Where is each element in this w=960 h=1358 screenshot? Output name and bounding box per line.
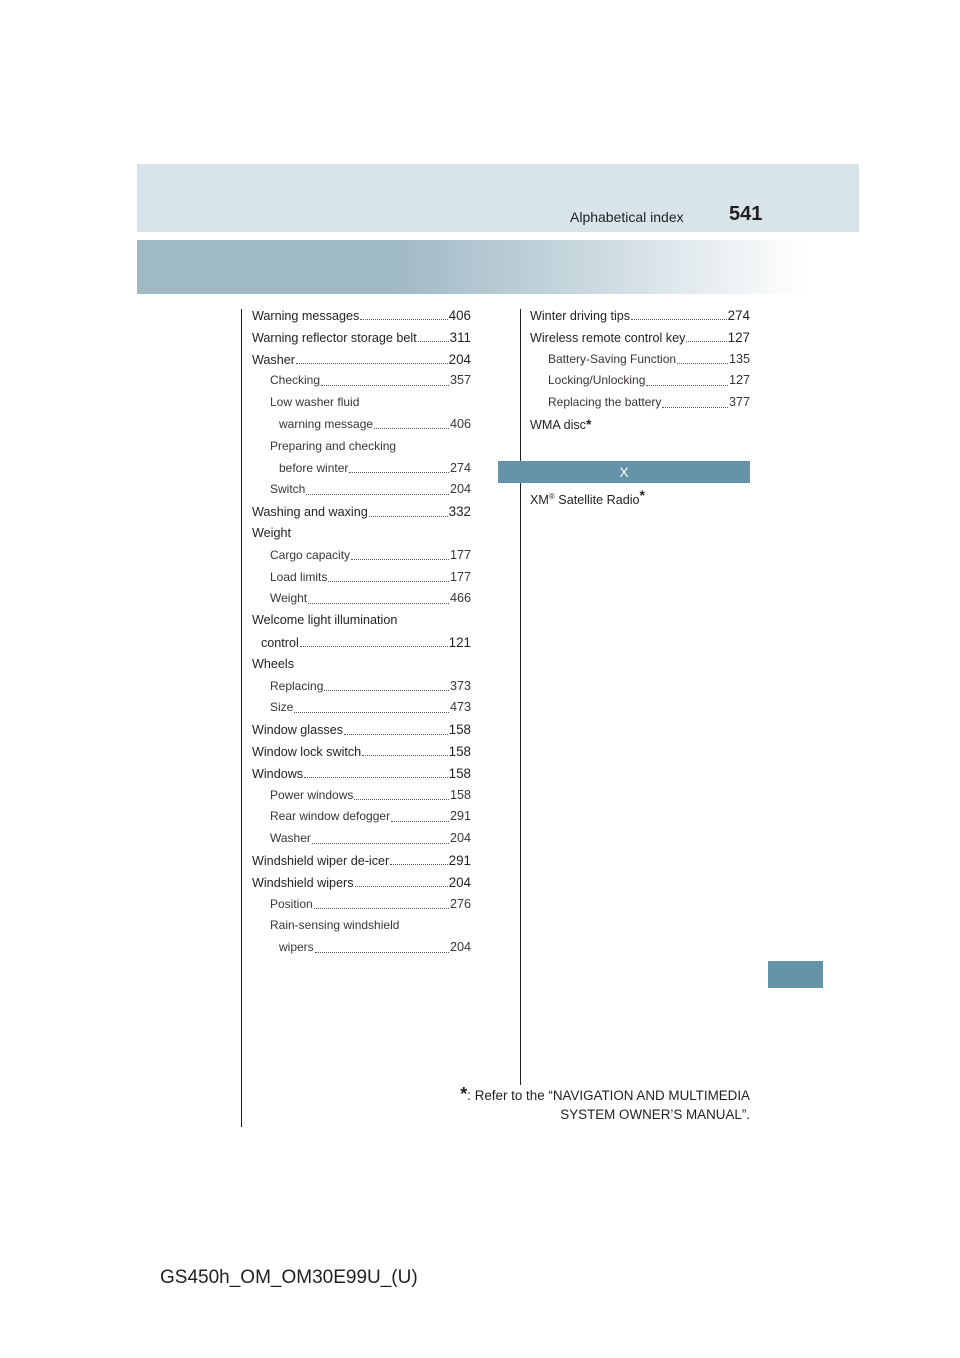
index-entry <box>252 392 471 414</box>
entry-page-number: 311 <box>449 329 471 345</box>
leader-dots <box>308 603 449 604</box>
entry-text: Windshield wiper de-icer <box>252 853 390 868</box>
index-entry <box>252 479 471 501</box>
entry-page-number: 373 <box>449 678 471 693</box>
entry-page-number: 127 <box>727 329 750 345</box>
entry-page-number: 204 <box>449 482 471 497</box>
footnote-line-1 <box>460 1085 750 1105</box>
decorative-gradient-band <box>137 240 807 294</box>
entry-text: warning message <box>279 416 374 431</box>
entry-text: Preparing and checking <box>270 438 397 453</box>
index-entry <box>252 785 471 807</box>
entry-text: Washer <box>252 352 295 367</box>
leader-dots <box>300 646 448 647</box>
index-entry <box>530 414 750 436</box>
entry-text: Rear window defogger <box>270 809 391 824</box>
entry-text: Washer <box>270 831 311 846</box>
index-entry <box>530 305 750 327</box>
leader-dots <box>328 581 449 582</box>
index-entry <box>530 349 750 371</box>
entry-text: Checking <box>270 373 321 388</box>
index-entry <box>252 719 471 741</box>
leader-dots <box>296 363 448 364</box>
registered-mark: ® <box>548 491 555 501</box>
entry-text: Power windows <box>270 787 354 802</box>
entry-page-number: 158 <box>448 722 471 738</box>
entry-text: Windows <box>252 766 304 781</box>
index-entry <box>252 806 471 828</box>
leader-dots <box>294 712 449 713</box>
leader-dots <box>369 516 448 517</box>
footnote-asterisk: * <box>460 1084 468 1104</box>
entry-text: Position <box>270 896 313 911</box>
leader-dots <box>314 908 449 909</box>
footnote-text-1: : Refer to the “NAVIGATION AND MULTIMEDIA <box>467 1088 750 1103</box>
entry-page-number: 406 <box>448 308 471 323</box>
entry-page-number: 466 <box>449 591 471 606</box>
entry-page-number: 377 <box>728 395 750 410</box>
index-entry <box>252 850 471 872</box>
index-entry <box>252 937 471 959</box>
entry-text: Switch <box>270 482 306 497</box>
index-entry <box>252 370 471 392</box>
leader-dots <box>306 494 449 495</box>
entry-text: wipers <box>279 940 314 955</box>
index-entry <box>252 828 471 850</box>
index-entry <box>252 588 471 610</box>
entry-text: before winter <box>279 460 349 475</box>
entry-page-number: 357 <box>449 373 471 388</box>
entry-page-number: 274 <box>449 460 471 475</box>
entry-text: WMA disc <box>530 417 586 432</box>
section-title: Alphabetical index <box>570 209 684 225</box>
index-entry <box>252 327 471 349</box>
entry-page-number: 204 <box>449 940 471 955</box>
entry-page-number: 158 <box>448 765 471 781</box>
entry-page-number: 127 <box>728 373 750 388</box>
entry-page-number: 406 <box>449 416 471 431</box>
entry-page-number: 135 <box>728 351 750 366</box>
leader-dots <box>324 690 449 691</box>
index-entry <box>530 392 750 414</box>
entry-text: Wheels <box>252 656 294 671</box>
document-code: GS450h_OM_OM30E99U_(U) <box>160 1267 418 1288</box>
index-entry <box>252 349 471 371</box>
entry-text: Replacing <box>270 678 324 693</box>
leader-dots <box>315 952 449 953</box>
leader-dots <box>351 559 449 560</box>
leader-dots <box>312 843 449 844</box>
leader-dots <box>362 755 447 756</box>
leader-dots <box>418 341 449 342</box>
leader-dots <box>355 886 448 887</box>
index-entry <box>252 545 471 567</box>
leader-dots <box>360 319 447 320</box>
footnote <box>460 1085 750 1124</box>
leader-dots <box>321 385 449 386</box>
index-entry <box>252 567 471 589</box>
leader-dots <box>390 864 447 865</box>
index-entry <box>252 741 471 763</box>
index-entry <box>252 501 471 523</box>
entry-page-number: 177 <box>449 569 471 584</box>
entry-page-number: 204 <box>448 351 471 367</box>
column-rule-left <box>241 309 242 1127</box>
entry-page-number: 473 <box>449 700 471 715</box>
entry-page-number: 204 <box>449 831 471 846</box>
entry-text: Window lock switch <box>252 744 362 759</box>
entry-page-number: 158 <box>449 787 471 802</box>
leader-dots <box>354 799 449 800</box>
index-entry <box>530 370 750 392</box>
entry-text: Winter driving tips <box>530 309 631 323</box>
index-entry <box>252 610 471 632</box>
index-entry <box>530 327 750 349</box>
index-column-left <box>252 305 471 959</box>
letter-heading-x: X <box>498 461 750 483</box>
column-rule-middle <box>520 309 521 1085</box>
entry-page-number: 276 <box>449 896 471 911</box>
index-entry <box>252 676 471 698</box>
entry-page-number: 121 <box>448 634 471 650</box>
entry-text: Load limits <box>270 569 328 584</box>
entry-text: control <box>261 635 299 650</box>
page-number: 541 <box>729 203 763 225</box>
entry-text: Weight <box>252 525 291 540</box>
entry-page-number: 204 <box>448 874 471 890</box>
leader-dots <box>374 428 449 429</box>
entry-text: Low washer fluid <box>270 395 360 410</box>
entry-text: Washing and waxing <box>252 505 368 520</box>
leader-dots <box>349 472 449 473</box>
entry-text: Size <box>270 700 294 715</box>
index-entry <box>252 872 471 894</box>
asterisk-mark: * <box>639 487 645 503</box>
leader-dots <box>391 821 449 822</box>
entry-text: Wireless remote control key <box>530 330 686 345</box>
leader-dots <box>677 363 728 364</box>
index-entry <box>252 458 471 480</box>
entry-text: Cargo capacity <box>270 547 351 562</box>
leader-dots <box>686 341 726 342</box>
entry-text: Weight <box>270 591 308 606</box>
leader-dots <box>646 385 728 386</box>
entry-text: Replacing the battery <box>548 395 662 410</box>
leader-dots <box>304 777 448 778</box>
entry-text: Welcome light illumination <box>252 613 398 628</box>
index-entry <box>252 697 471 719</box>
entry-text: XM <box>530 493 549 507</box>
entry-text-suffix: Satellite Radio <box>554 493 640 507</box>
entry-page-number: 291 <box>449 809 471 824</box>
index-entry <box>252 632 471 654</box>
index-column-right <box>530 305 750 436</box>
asterisk-mark: * <box>585 415 592 432</box>
index-entry <box>252 523 471 545</box>
entry-text: Warning reflector storage belt <box>252 330 417 345</box>
index-entry <box>252 414 471 436</box>
leader-dots <box>631 319 727 320</box>
leader-dots <box>344 734 448 735</box>
entry-page-number: 332 <box>448 504 471 520</box>
entry-page-number: 177 <box>449 547 471 562</box>
entry-text: Rain-sensing windshield <box>270 918 400 933</box>
entry-text: Locking/Unlocking <box>548 373 646 388</box>
entry-text: Window glasses <box>252 723 343 738</box>
entry-page-number: 291 <box>448 852 471 868</box>
index-entry <box>252 894 471 916</box>
index-entry <box>252 436 471 458</box>
index-entry <box>252 654 471 676</box>
entry-text: Windshield wipers <box>252 875 354 890</box>
index-entry <box>252 305 471 327</box>
leader-dots <box>662 407 728 408</box>
entry-page-number: 158 <box>448 743 471 759</box>
index-entry <box>252 915 471 937</box>
entry-page-number: 274 <box>727 308 750 323</box>
footnote-line-2: SYSTEM OWNER’S MANUAL”. <box>560 1107 750 1122</box>
entry-text: Battery-Saving Function <box>548 351 677 366</box>
entry-text: Warning messages <box>252 309 360 323</box>
index-tab-marker <box>768 961 823 988</box>
index-entry <box>252 763 471 785</box>
index-entry-xm-satellite-radio <box>530 484 645 511</box>
